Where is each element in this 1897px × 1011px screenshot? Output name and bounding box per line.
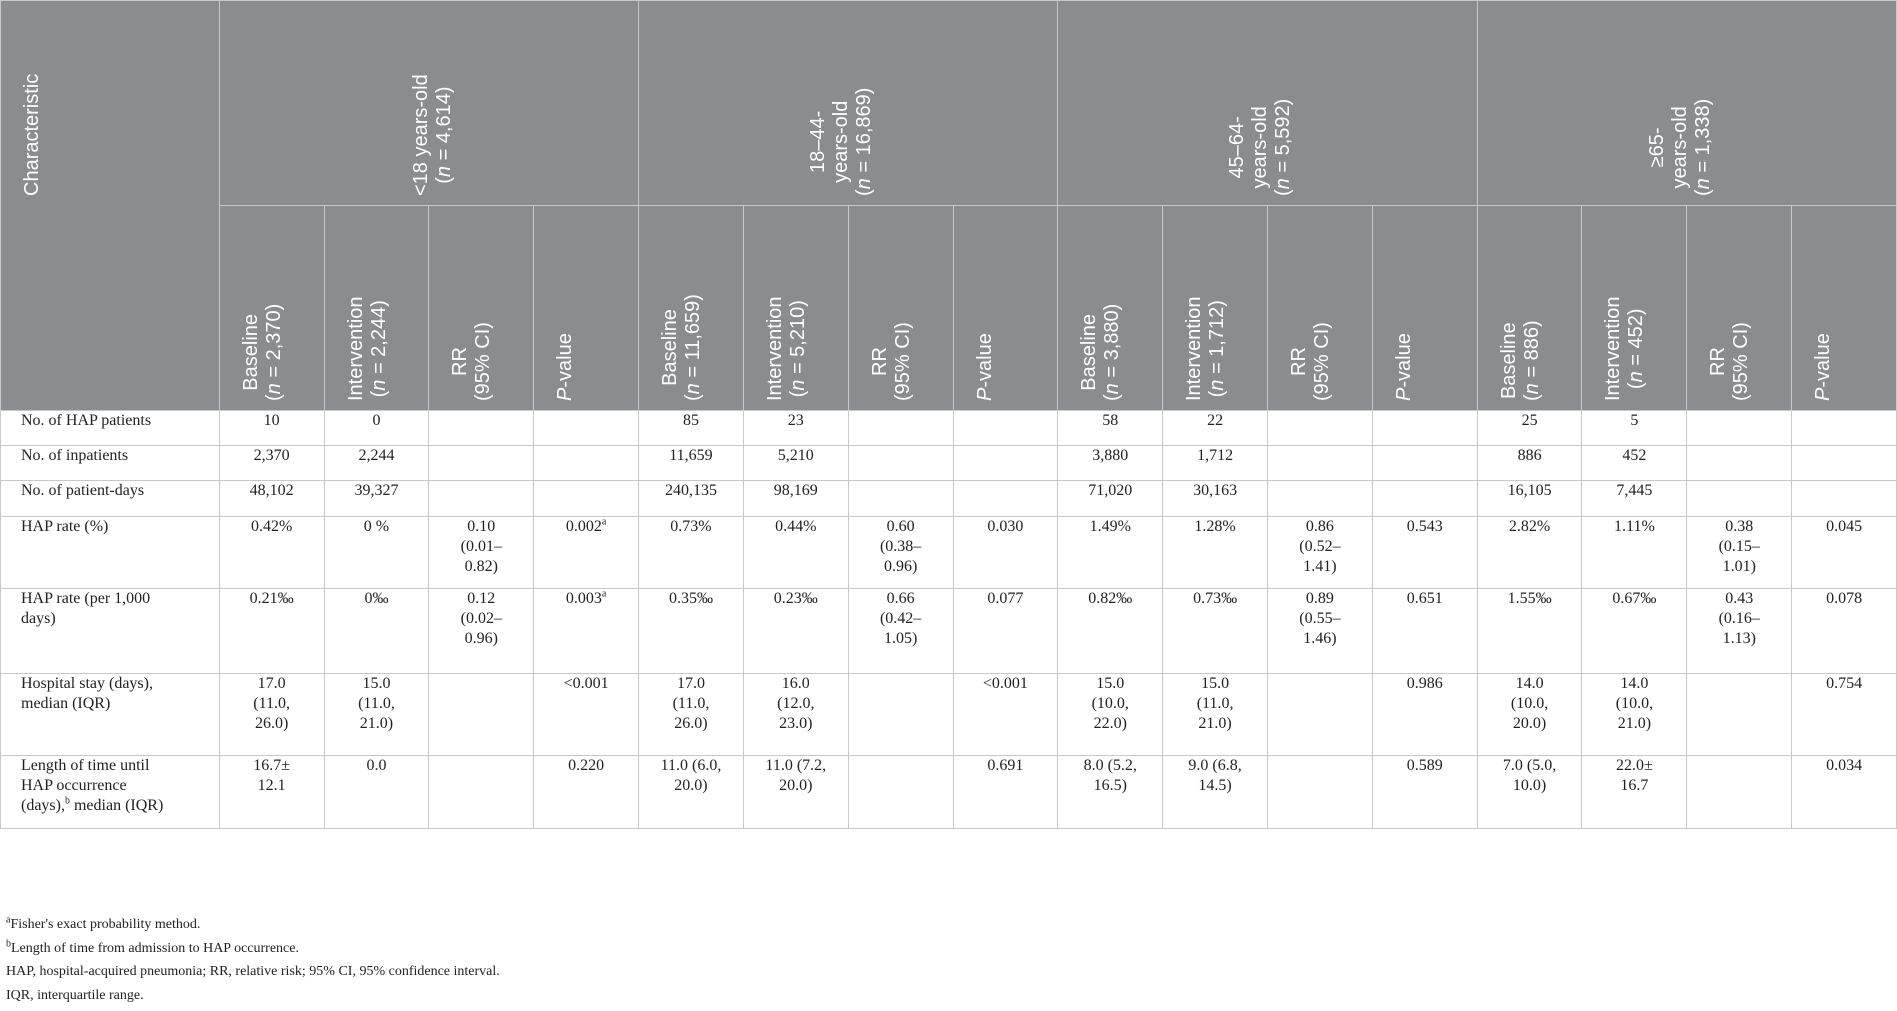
subheader-label: Baseline (n = 886): [1497, 320, 1543, 401]
table-footnotes: [6, 913, 500, 1007]
table-cell: 0: [324, 411, 429, 446]
subheader-cell: [1687, 206, 1792, 411]
table-cell: 0.35‰: [639, 589, 744, 674]
table-cell: 0‰: [324, 589, 429, 674]
subheader-label: RR (95% CI): [868, 322, 914, 401]
header-characteristic: [1, 1, 220, 411]
table-cell: 15.0 (10.0, 22.0): [1058, 674, 1163, 756]
table-cell: 1.49%: [1058, 517, 1163, 589]
subheader-cell: [953, 206, 1058, 411]
table-cell: 0.10 (0.01– 0.82): [429, 517, 534, 589]
row-label: HAP rate (per 1,000 days): [1, 589, 220, 674]
table-row: [1, 674, 1897, 756]
subheader-cell: [639, 206, 744, 411]
footnote-iqr: IQR, interquartile range.: [6, 987, 144, 1003]
table-cell: 0.030: [953, 517, 1058, 589]
table-cell: [429, 446, 534, 481]
table-cell: [429, 674, 534, 756]
table-cell: [953, 411, 1058, 446]
table-cell: 14.0 (10.0, 21.0): [1582, 674, 1687, 756]
table-cell: 22.0± 16.7: [1582, 756, 1687, 829]
table-cell: [848, 674, 953, 756]
row-label: No. of inpatients: [1, 446, 220, 481]
table-cell: 10: [219, 411, 324, 446]
table-cell: [1372, 481, 1477, 517]
subheader-cell: [743, 206, 848, 411]
subheader-cell: [1058, 206, 1163, 411]
table-cell: 0.82‰: [1058, 589, 1163, 674]
subheader-cell: [1582, 206, 1687, 411]
row-label: No. of patient-days: [1, 481, 220, 517]
subheader-label: P-value: [1392, 333, 1415, 401]
table-cell: 0.078: [1792, 589, 1897, 674]
table-cell: 23: [743, 411, 848, 446]
table-cell: 0.60 (0.38– 0.96): [848, 517, 953, 589]
subheader-cell: [1372, 206, 1477, 411]
subheader-label: RR (95% CI): [449, 322, 495, 401]
table-cell: 11.0 (7.2, 20.0): [743, 756, 848, 829]
subheader-cell: [429, 206, 534, 411]
subheader-label: RR (95% CI): [1707, 322, 1753, 401]
subheader-label: P-value: [1812, 333, 1835, 401]
table-cell: 2.82%: [1477, 517, 1582, 589]
table-cell: 0.0: [324, 756, 429, 829]
table-cell: 9.0 (6.8, 14.5): [1163, 756, 1268, 829]
table-cell: 0.86 (0.52– 1.41): [1268, 517, 1373, 589]
table-row: [1, 481, 1897, 517]
table-cell: 8.0 (5.2, 16.5): [1058, 756, 1163, 829]
row-label: No. of HAP patients: [1, 411, 220, 446]
footnote-b: $^b$Length of time from admission to HAP occurrence.: [6, 937, 299, 956]
subheader-cell: [848, 206, 953, 411]
table-cell: 1,712: [1163, 446, 1268, 481]
table-cell: 15.0 (11.0, 21.0): [324, 674, 429, 756]
table-cell: [953, 481, 1058, 517]
table-cell: 98,169: [743, 481, 848, 517]
header-group-18-44: [639, 1, 1058, 206]
table-cell: 5: [1582, 411, 1687, 446]
table-cell: [534, 481, 639, 517]
table-cell: 25: [1477, 411, 1582, 446]
table-cell: 71,020: [1058, 481, 1163, 517]
row-label: Length of time until HAP occurrence (days),$^b$ median (IQR): [1, 756, 220, 829]
table-cell: [1268, 411, 1373, 446]
table-cell: [1268, 674, 1373, 756]
table-cell: 0.077: [953, 589, 1058, 674]
table-cell: 11,659: [639, 446, 744, 481]
table-cell: 0.045: [1792, 517, 1897, 589]
subheader-cell: [324, 206, 429, 411]
header-group-label: 18–44- years-old (n = 16,869): [807, 87, 876, 196]
table-cell: 1.11%: [1582, 517, 1687, 589]
table-cell: 0.651: [1372, 589, 1477, 674]
table-cell: 886: [1477, 446, 1582, 481]
table-cell: [1687, 481, 1792, 517]
subheader-cell: [1792, 206, 1897, 411]
table-cell: 30,163: [1163, 481, 1268, 517]
table-cell: [1268, 446, 1373, 481]
table-cell: 15.0 (11.0, 21.0): [1163, 674, 1268, 756]
table-cell: 2,370: [219, 446, 324, 481]
table-cell: 48,102: [219, 481, 324, 517]
table-cell: 0.44%: [743, 517, 848, 589]
table-cell: 17.0 (11.0, 26.0): [219, 674, 324, 756]
table-row: [1, 756, 1897, 829]
table-cell: 0.67‰: [1582, 589, 1687, 674]
footnote-a: $^a$Fisher's exact probability method.: [6, 914, 201, 932]
table-cell: 14.0 (10.0, 20.0): [1477, 674, 1582, 756]
table-cell: [848, 756, 953, 829]
table-cell: [534, 411, 639, 446]
table-cell: 1.28%: [1163, 517, 1268, 589]
table-cell: 0.002$^a$: [534, 517, 639, 589]
table-cell: 0.73%: [639, 517, 744, 589]
table-row: [1, 589, 1897, 674]
table-cell: [1687, 674, 1792, 756]
subheader-label: Intervention (n = 452): [1602, 296, 1648, 401]
table-cell: [848, 481, 953, 517]
header-group-label: <18 years-old (n = 4,614): [409, 74, 455, 196]
table-cell: 0.986: [1372, 674, 1477, 756]
table-cell: 0.73‰: [1163, 589, 1268, 674]
table-cell: 16,105: [1477, 481, 1582, 517]
subheader-label: P-value: [973, 333, 996, 401]
header-group-under-18: [219, 1, 638, 206]
table-cell: 1.55‰: [1477, 589, 1582, 674]
table-cell: [1372, 411, 1477, 446]
table-cell: 240,135: [639, 481, 744, 517]
table-row: [1, 517, 1897, 589]
subheader-cell: [1163, 206, 1268, 411]
table-cell: 0.589: [1372, 756, 1477, 829]
table-cell: [1372, 446, 1477, 481]
footnote-abbreviations: HAP, hospital-acquired pneumonia; RR, relative risk; 95% CI, 95% confidence interval.: [6, 964, 500, 979]
table-cell: [1268, 756, 1373, 829]
table-cell: [953, 446, 1058, 481]
subheader-cell: [219, 206, 324, 411]
header-group-label: ≥65- years-old (n = 1,338): [1645, 98, 1714, 196]
table-cell: 39,327: [324, 481, 429, 517]
table-cell: [848, 446, 953, 481]
table-cell: 0.21‰: [219, 589, 324, 674]
table-cell: [1792, 481, 1897, 517]
table-cell: <0.001: [534, 674, 639, 756]
table-cell: [1687, 411, 1792, 446]
header-group-label: 45–64- years-old (n = 5,592): [1226, 98, 1295, 196]
table-cell: [1792, 446, 1897, 481]
table-cell: 0.754: [1792, 674, 1897, 756]
subheader-cell: [1477, 206, 1582, 411]
table-cell: 16.0 (12.0, 23.0): [743, 674, 848, 756]
table-cell: 0.23‰: [743, 589, 848, 674]
table-cell: 85: [639, 411, 744, 446]
subheader-label: Baseline (n = 11,659): [659, 294, 705, 401]
subheader-label: Baseline (n = 2,370): [239, 303, 285, 401]
subheader-label: Intervention (n = 5,210): [763, 296, 809, 401]
table-cell: [1268, 481, 1373, 517]
table-cell: 11.0 (6.0, 20.0): [639, 756, 744, 829]
table-cell: 7,445: [1582, 481, 1687, 517]
subheader-label: Baseline (n = 3,880): [1078, 303, 1124, 401]
table-cell: [429, 411, 534, 446]
table-cell: 17.0 (11.0, 26.0): [639, 674, 744, 756]
subheader-label: RR (95% CI): [1288, 322, 1333, 401]
subheader-label: Intervention (n = 1,712): [1183, 296, 1229, 401]
table-cell: [429, 481, 534, 517]
subheader-cell: [1268, 206, 1373, 411]
table-cell: 22: [1163, 411, 1268, 446]
table-cell: 0.12 (0.02– 0.96): [429, 589, 534, 674]
header-group-65-plus: [1477, 1, 1896, 206]
table-cell: 0.66 (0.42– 1.05): [848, 589, 953, 674]
table-cell: 0.38 (0.15– 1.01): [1687, 517, 1792, 589]
table-cell: 452: [1582, 446, 1687, 481]
header-group-45-64: [1058, 1, 1477, 206]
table-cell: 0.89 (0.55– 1.46): [1268, 589, 1373, 674]
table-cell: 2,244: [324, 446, 429, 481]
table-cell: 5,210: [743, 446, 848, 481]
subheader-cell: [534, 206, 639, 411]
table-cell: [1687, 446, 1792, 481]
table-cell: 0.543: [1372, 517, 1477, 589]
table-cell: 0.003$^a$: [534, 589, 639, 674]
table-cell: 0 %: [324, 517, 429, 589]
table-row: [1, 446, 1897, 481]
table-cell: 7.0 (5.0, 10.0): [1477, 756, 1582, 829]
table-cell: [848, 411, 953, 446]
table-cell: <0.001: [953, 674, 1058, 756]
table-cell: 0.43 (0.16– 1.13): [1687, 589, 1792, 674]
table-cell: 0.034: [1792, 756, 1897, 829]
table-cell: 0.42%: [219, 517, 324, 589]
table-row: [1, 411, 1897, 446]
row-label: HAP rate (%): [1, 517, 220, 589]
table-cell: 3,880: [1058, 446, 1163, 481]
subheader-label: P-value: [554, 333, 577, 401]
table-cell: 0.220: [534, 756, 639, 829]
row-label: Hospital stay (days), median (IQR): [1, 674, 220, 756]
table-cell: [534, 446, 639, 481]
table-cell: 58: [1058, 411, 1163, 446]
header-characteristic-label: Characteristic: [21, 73, 43, 196]
table-cell: [1687, 756, 1792, 829]
table-cell: 0.691: [953, 756, 1058, 829]
subheader-label: Intervention (n = 2,244): [344, 296, 390, 401]
table-cell: [1792, 411, 1897, 446]
table-cell: [429, 756, 534, 829]
table-cell: 16.7± 12.1: [219, 756, 324, 829]
